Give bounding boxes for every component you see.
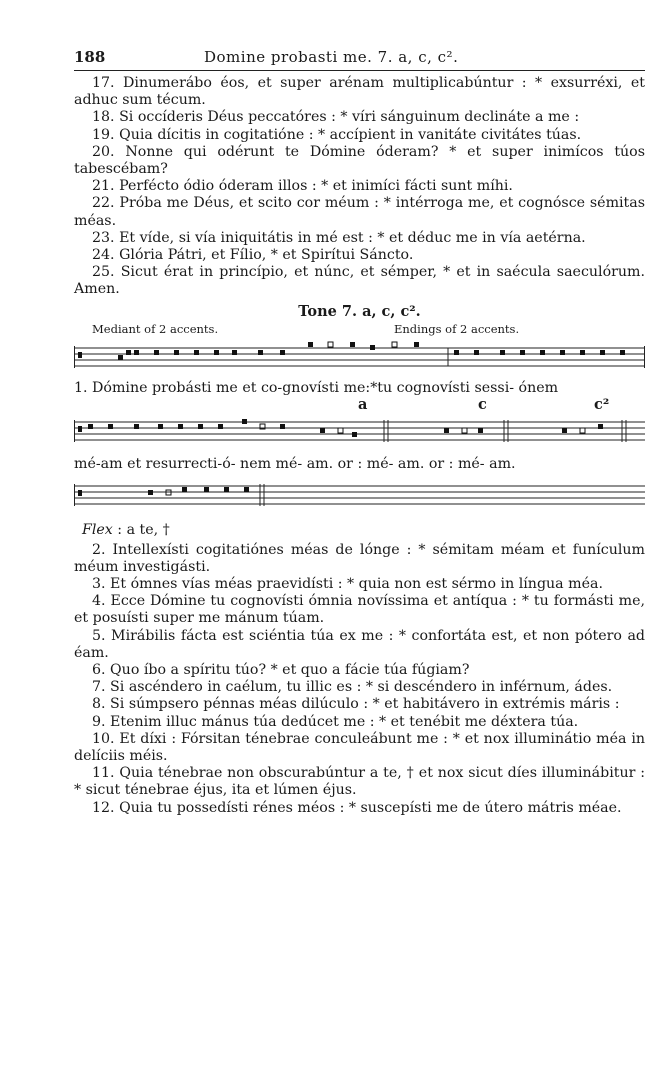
verse-10: 10. Et díxi : Fórsitan ténebrae conculeábunt me : * et nox illuminátio méa in delíciis méis. <box>74 730 645 765</box>
mode-c2: c² <box>594 395 610 413</box>
chant-staff-2 <box>74 414 645 454</box>
chant-staff-1 <box>74 338 645 378</box>
mediant-label: Mediant of 2 accents. <box>92 321 219 336</box>
verse-19: 19. Quia dícitis in cogitatióne : * accípient in vanitáte civitátes túas. <box>92 126 582 143</box>
verse-22: 22. Próba me Déus, et scito cor méum : * intérroga me, et cognósce sémitas méas. <box>74 195 645 229</box>
flex-text: : a te, † <box>112 521 170 538</box>
flex-note <box>82 522 645 538</box>
verse-8: 8. Si súmpsero pénnas méas dilúculo : * et habitávero in extrémis máris : <box>92 696 620 713</box>
verse-11: 11. Quia ténebrae non obscurabúntur a te, † et nox sicut díes illuminábitur : * sicut ténebrae éjus, ita et lúmen éjus. <box>74 765 645 799</box>
verse-21: 21. Perfécto ódio óderam illos : * et inimíci fácti sunt míhi. <box>92 178 513 195</box>
psalm-verses-top <box>74 75 645 299</box>
verse-6: 6. Quo íbo a spíritu túo? * et quo a fácie túa fúgiam? <box>92 662 470 679</box>
verse-9: 9. Etenim illuc mánus túa dedúcet me : * et tenébit me déxtera túa. <box>92 713 579 730</box>
psalm-verses-bottom <box>74 542 645 817</box>
verse-7: 7. Si ascéndero in caélum, tu illic es : * si descéndero in inférnum, ádes. <box>92 679 613 696</box>
verse-4: 4. Ecce Dómine tu cognovísti ómnia novíssima et antíqua : * tu formásti me, et posuísti super me mánum túam. <box>74 593 645 627</box>
running-title: Domine probasti me. 7. a, c, c². <box>204 48 459 66</box>
verse-5: 5. Mirábilis fácta est sciéntia túa ex me : * confortáta est, et non pótero ad éam. <box>74 627 645 661</box>
verse-2: 2. Intellexísti cogitatiónes méas de lónge : * sémitam méam et funículum méum investigásti. <box>74 541 645 575</box>
verse-3: 3. Et ómnes vías méas praevidísti : * quia non est sérmo in língua méa. <box>92 576 603 593</box>
verse-18: 18. Si occíderis Déus peccatóres : * víri sánguinum declináte a me : <box>92 109 580 126</box>
ending-modes <box>74 396 645 414</box>
book-page <box>74 48 645 817</box>
chant-labels <box>74 322 645 338</box>
chant-lyric-1: 1. Dómine probásti me et co-gnovísti me:*tu cognovísti sessi- ónem <box>74 379 559 396</box>
verse-23: 23. Et víde, si vía iniquitátis in mé est : * et déduc me in vía aetérna. <box>92 229 586 246</box>
verse-24: 24. Glória Pátri, et Fílio, * et Spirítui Sáncto. <box>92 247 414 264</box>
chant-lyric-2: mé-am et resurrecti-ó- nem mé- am. or : mé- am. or : mé- am. <box>74 455 516 472</box>
verse-25: 25. Sicut érat in princípio, et núnc, et sémper, * et in saécula saeculórum. Amen. <box>74 264 645 298</box>
page-number: 188 <box>74 48 106 66</box>
verse-17: 17. Dinumerábo éos, et super arénam multiplicabúntur : * exsurréxi, et adhuc sum técum. <box>74 75 645 109</box>
mode-a: a <box>358 395 368 413</box>
flex-label: Flex <box>82 521 113 538</box>
chant-staff-3 <box>74 480 645 516</box>
endings-label: Endings of 2 accents. <box>394 321 520 336</box>
tone-heading: Tone 7. a, c, c². <box>298 302 421 320</box>
page-header <box>74 48 645 71</box>
verse-20: 20. Nonne qui odérunt te Dómine óderam? * et super inimícos túos tabescébam? <box>74 143 645 178</box>
mode-c: c <box>478 395 487 413</box>
verse-12: 12. Quia tu possedísti rénes méos : * suscepísti me de útero mátris méae. <box>92 799 622 816</box>
